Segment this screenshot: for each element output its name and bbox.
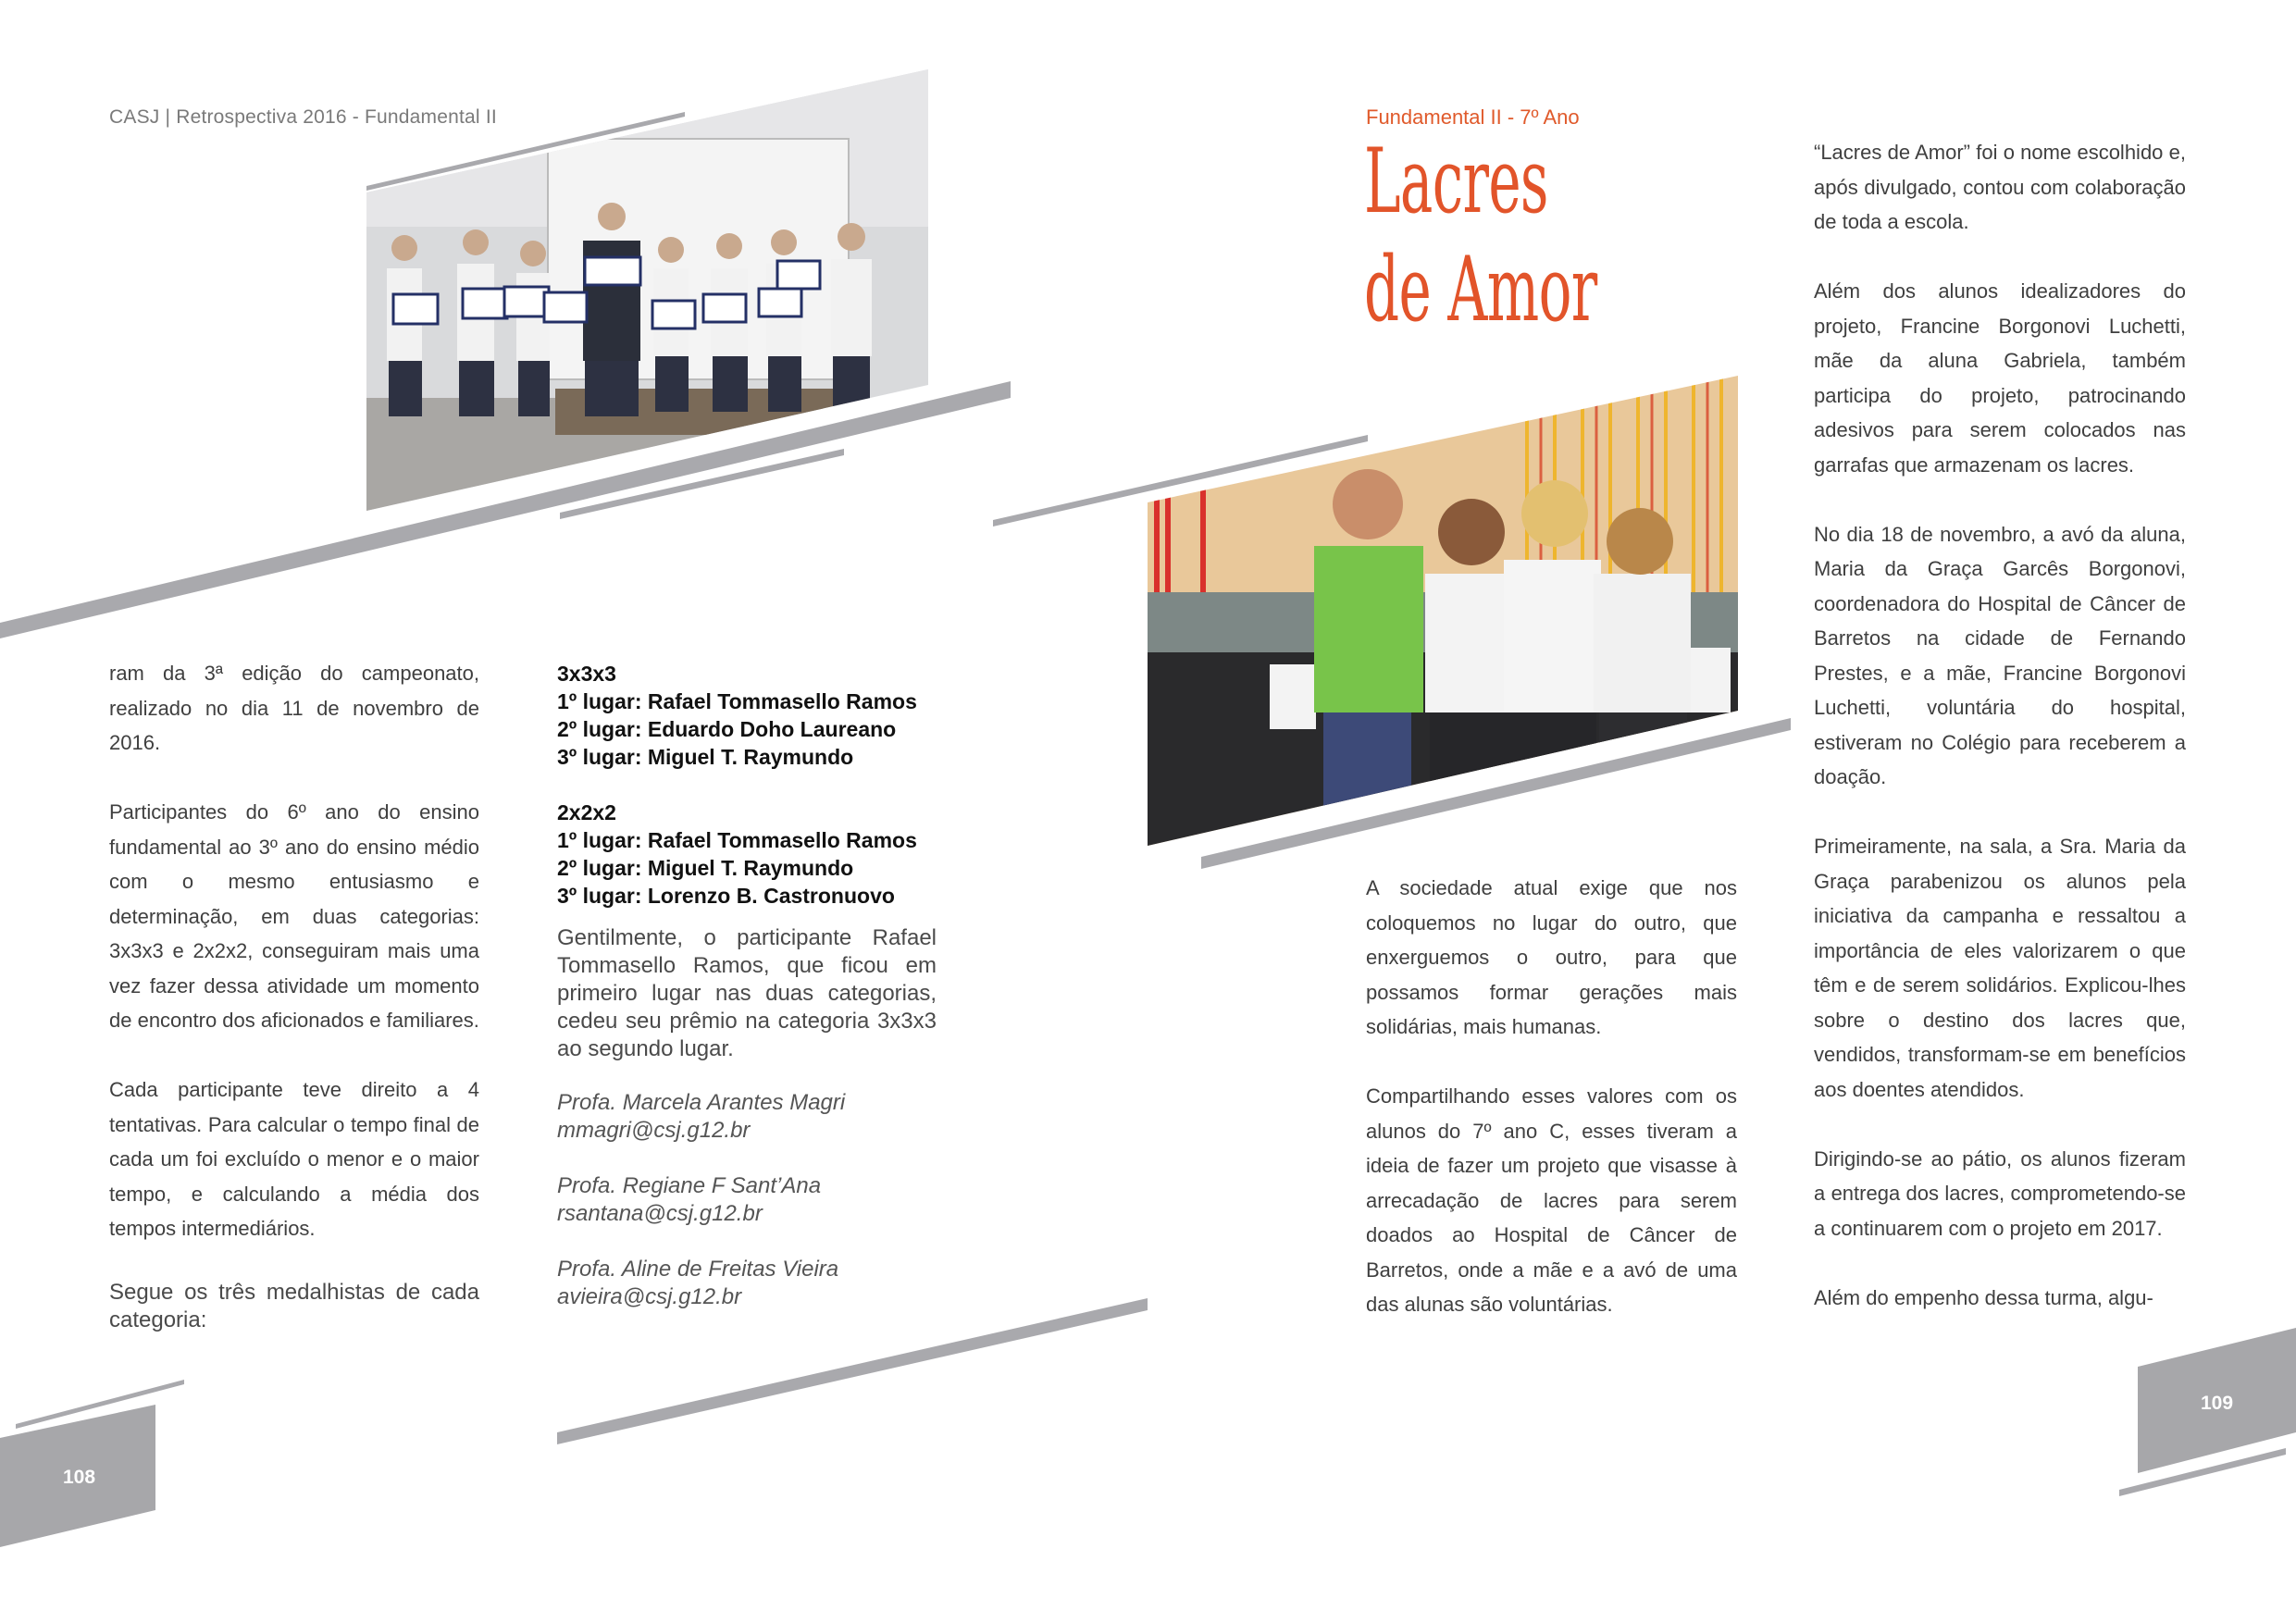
paragraph: ram da 3ª edição do campeonato, realizado no dia 11 de novembro de 2016. [109,662,479,754]
paragraph: Além do empenho dessa turma, algu- [1814,1285,2153,1309]
right-column-1 [1366,871,1737,1357]
result-line: 2º lugar: Eduardo Doho Laureano [557,717,897,741]
right-column-2 [1814,135,2186,1350]
running-header: CASJ | Retrospectiva 2016 - Fundamental II [109,106,497,128]
teacher-email: avieira@csj.g12.br [557,1284,742,1309]
teacher-email: mmagri@csj.g12.br [557,1118,751,1143]
teacher-name: Profa. Regiane F Sant’Ana [557,1173,822,1198]
teacher-email: rsantana@csj.g12.br [557,1201,763,1226]
page-number-right: 109 [2201,1393,2234,1414]
paragraph: “Lacres de Amor” foi o nome escolhido e, após divulgado, contou com colaboração de toda a escola. [1814,141,2186,233]
section-kicker: Fundamental II - 7º Ano [1366,105,1580,129]
paragraph: Primeiramente, na sala, a Sra. Maria da Graça parabenizou os alunos pela iniciativa da campanha e ressaltou a importância de eles valorizarem o que têm e de serem solidários. Explicou-lhes sobre o destino dos lacres que, vendidos, transformam-se em benefícios aos doentes atendidos. [1814,835,2186,1101]
paragraph: Participantes do 6º ano do ensino fundamental ao 3º ano do ensino médio com o mesmo entusiasmo e determinação, em duas categorias: 3x3x3 e 2x2x2, conseguiram mais uma vez fazer dessa atividade um momento de encontro dos aficionados e familiares. [109,800,479,1032]
result-line: 2º lugar: Miguel T. Raymundo [557,856,854,880]
paragraph: Além dos alunos idealizadores do projeto, Francine Borgonovi Luchetti, mãe da aluna Gabriela, também participa do projeto, patrocinando adesivos para serem colocados nas garrafas que armazenam os lacres. [1814,279,2186,477]
donation-photo [1148,370,1740,856]
paragraph: No dia 18 de novembro, a avó da aluna, Maria da Graça Garcês Borgonovi, coordenadora do Hospital de Câncer de Barretos na cidade de Fernando Prestes, e a mãe, Francine Borgonovi Luchetti, voluntária do hospital, estiveram no Colégio para receberem a doação. [1814,522,2186,788]
paragraph: A sociedade atual exige que nos coloquemos no lugar do outro, que enxerguemos o outro, para que possamos formar gerações mais solidárias, mais humanas. [1366,876,1737,1038]
article-title-line-1: Lacres [1364,130,1548,233]
result-line: 1º lugar: Rafael Tommasello Ramos [557,689,917,713]
teacher-name: Profa. Marcela Arantes Magri [557,1090,846,1115]
result-line: 3º lugar: Lorenzo B. Castronuovo [557,884,895,908]
result-line: 1º lugar: Rafael Tommasello Ramos [557,828,917,852]
result-line: 3º lugar: Miguel T. Raymundo [557,745,854,769]
teacher-name: Profa. Aline de Freitas Vieira [557,1257,839,1282]
paragraph: Compartilhando esses valores com os alunos do 7º ano C, esses tiveram a ideia de fazer um projeto que visasse à arrecadação de lacres para serem doados ao Hospital de Câncer de Barretos, onde a mãe e a avó de uma das alunas são voluntárias. [1366,1084,1737,1316]
category-title: 3x3x3 [557,662,616,686]
note-paragraph: Gentilmente, o participante Rafael Tommasello Ramos, que ficou em primeiro lugar nas duas categorias, cedeu seu prêmio na categoria 3x3x3 ao segundo lugar. [557,925,937,1061]
paragraph: Dirigindo-se ao pátio, os alunos fizeram a entrega dos lacres, comprometendo-se a continuarem com o projeto em 2017. [1814,1146,2186,1240]
left-column-1 [109,656,479,1334]
page-number-left: 108 [63,1467,96,1488]
paragraph: Cada participante teve direito a 4 tentativas. Para calcular o tempo final de cada um foi excluído o menor e o maior tempo, e calculando a média dos tempos intermediários. [109,1078,479,1240]
paragraph: Segue os três medalhistas de cada categoria: [109,1280,479,1332]
left-column-2 [557,660,937,1311]
category-title: 2x2x2 [557,800,616,824]
article-title-line-2: de Amor [1364,238,1597,341]
